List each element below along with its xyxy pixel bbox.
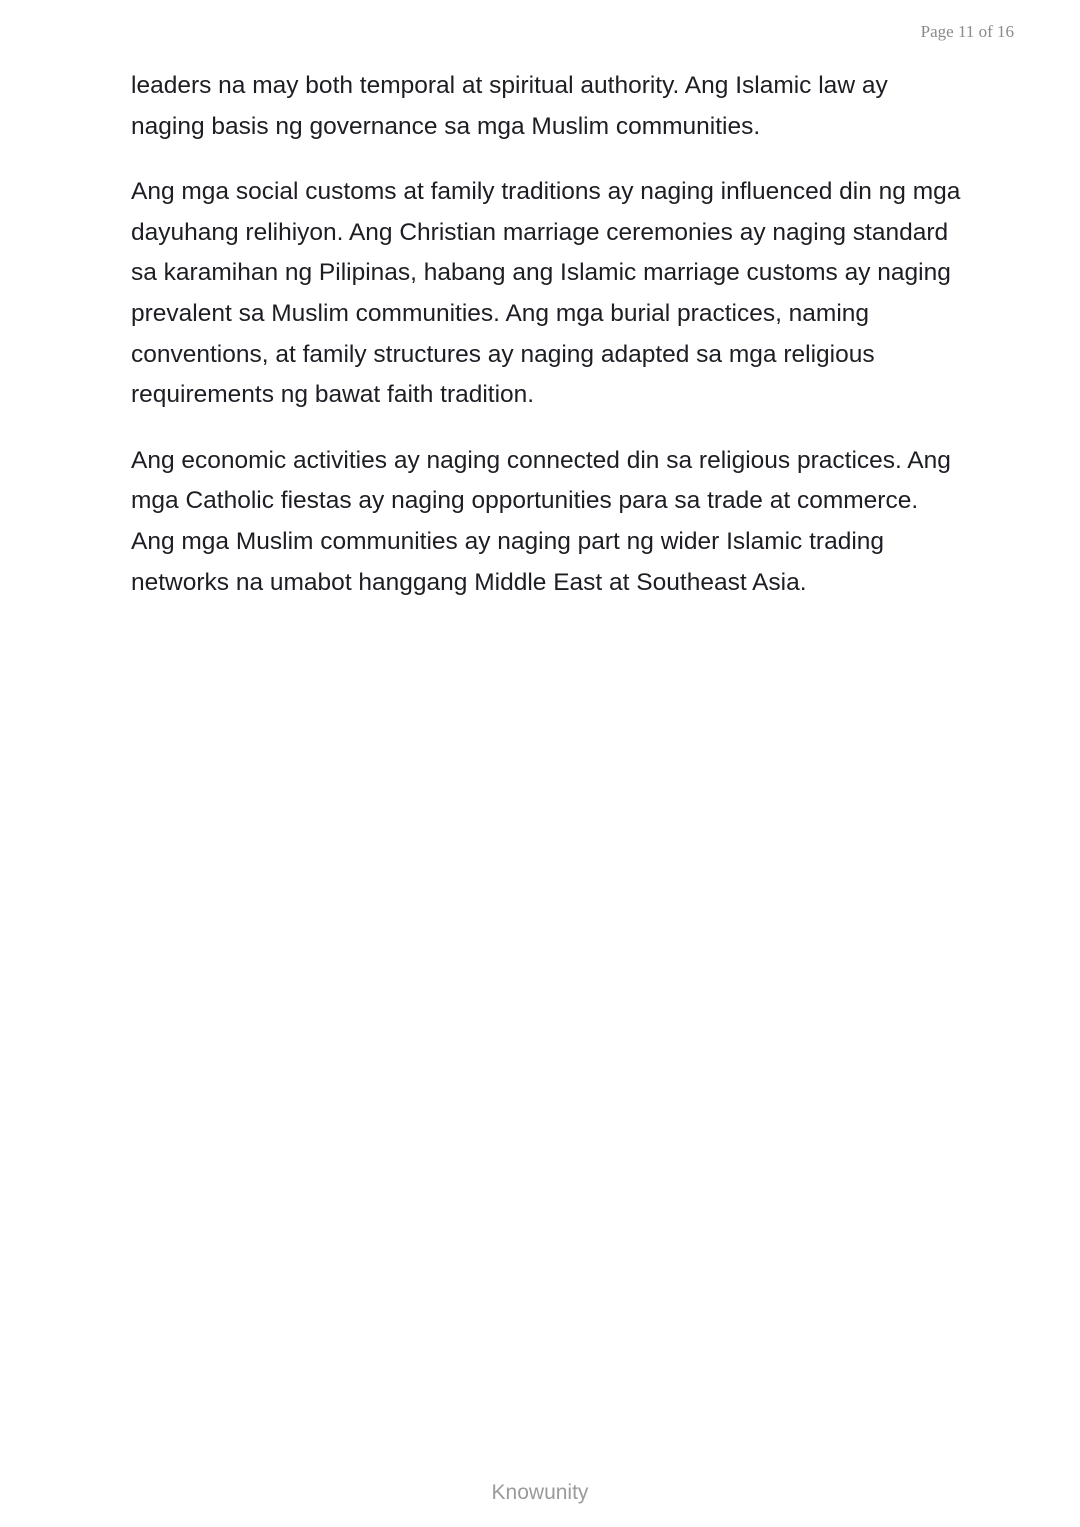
paragraph: leaders na may both temporal at spiritual authority. Ang Islamic law ay naging basis ng governance sa mga Muslim communities. bbox=[131, 72, 888, 140]
paragraph: Ang economic activities ay naging connected din sa religious practices. Ang mga Catholic fiestas ay naging opportunities para sa trade at commerce. Ang mga Muslim communities ay naging part ng wider Islamic trading networks na umabot hanggang Middle East at Southeast Asia. bbox=[131, 446, 951, 596]
footer-brand: Knowunity bbox=[491, 1481, 589, 1504]
paragraph: Ang mga social customs at family traditions ay naging influenced din ng mga dayuhang relihiyon. Ang Christian marriage ceremonies ay naging standard sa karamihan ng Pilipinas, habang ang Islamic marriage customs ay naging prevalent sa Muslim communities. Ang mga burial practices, naming conventions, at family structures ay naging adapted sa mga religious requirements ng bawat faith tradition. bbox=[131, 178, 961, 409]
document-body bbox=[131, 66, 961, 628]
page-number: Page 11 of 16 bbox=[920, 22, 1014, 41]
